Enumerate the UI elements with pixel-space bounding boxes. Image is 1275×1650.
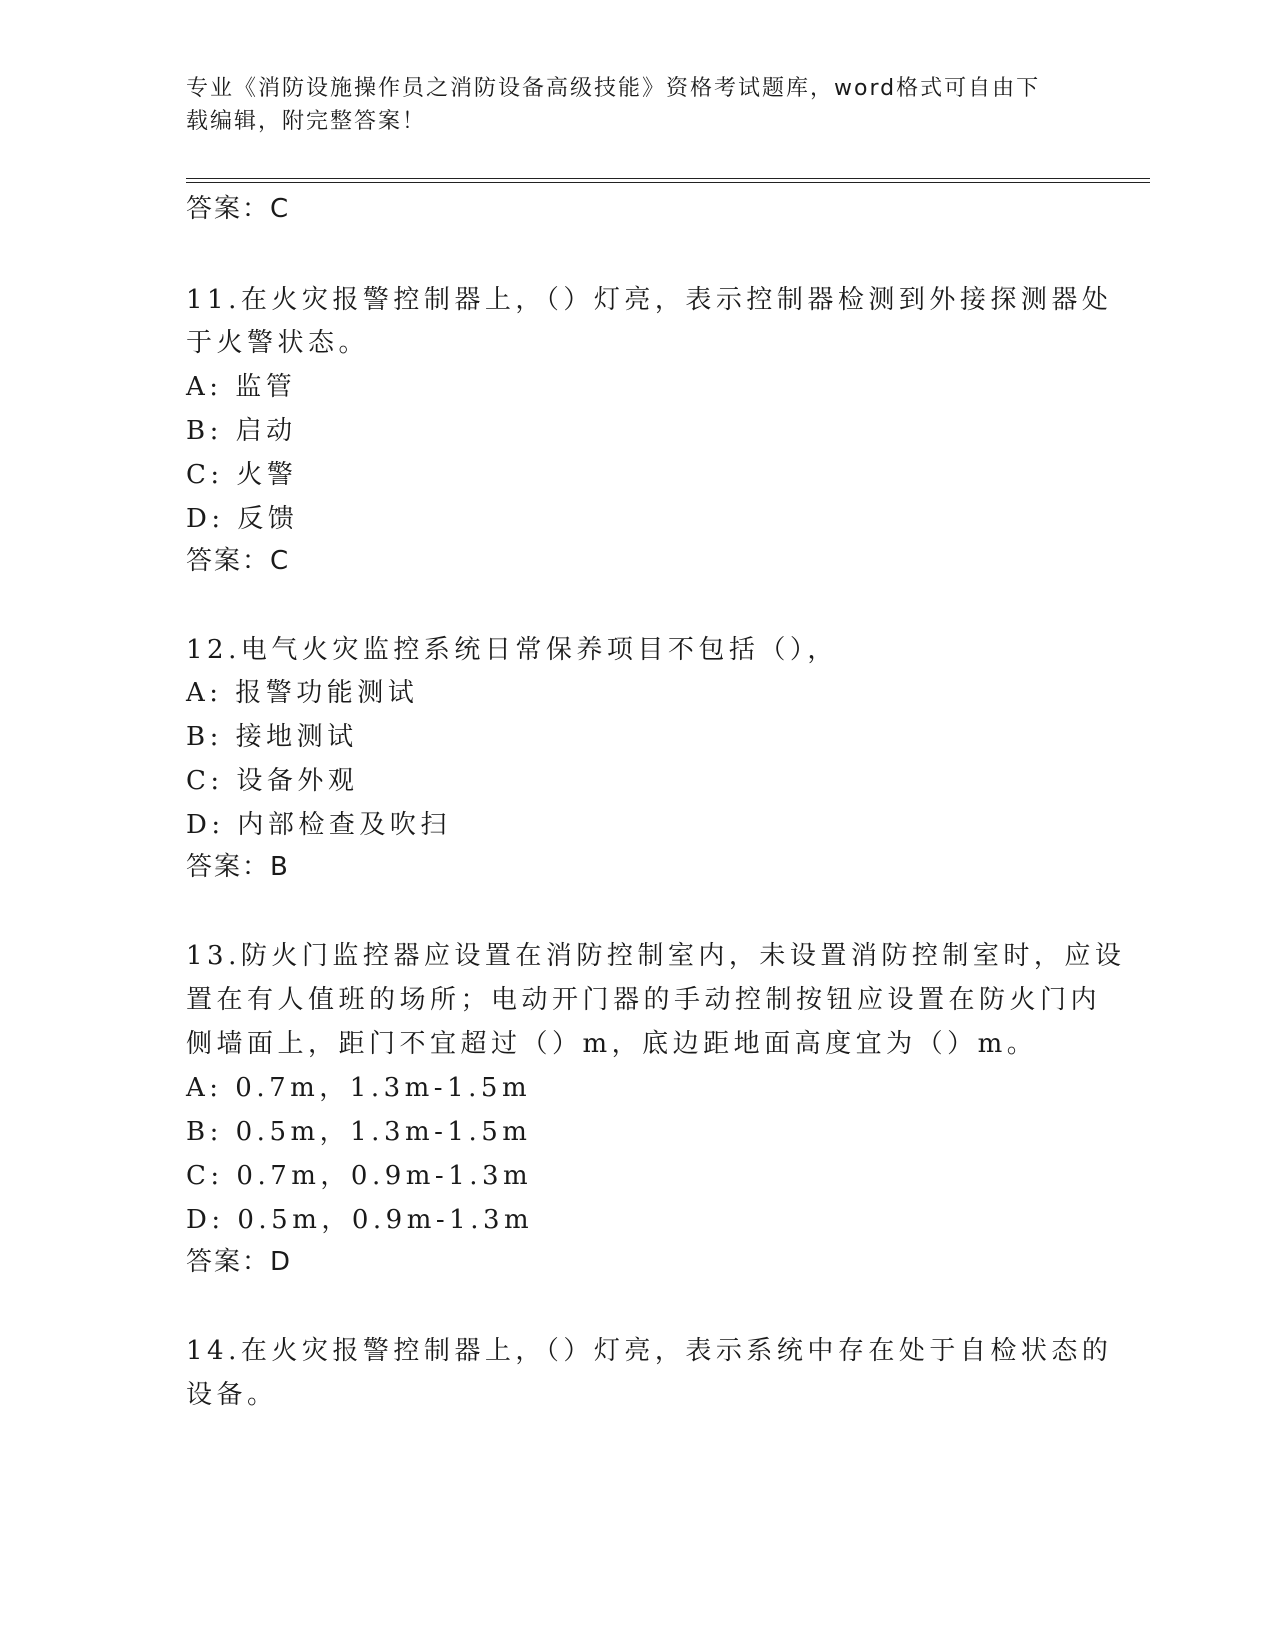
question-11-answer: 答案：C	[186, 546, 291, 576]
question-14-stem-line-1: 14.在火灾报警控制器上，（）灯亮，表示系统中存在处于自检状态的	[186, 1336, 1113, 1366]
question-11-option-c: C: 火警	[186, 460, 298, 490]
question-13-stem-line-3: 侧墙面上，距门不宜超过（）m，底边距地面高度宜为（）m。	[186, 1029, 1038, 1059]
question-13-option-d: D: 0.5m，0.9m-1.3m	[186, 1205, 534, 1235]
question-11-stem-line-1: 11.在火灾报警控制器上，（）灯亮，表示控制器检测到外接探测器处	[186, 285, 1113, 315]
question-13-answer: 答案：D	[186, 1247, 293, 1277]
header-line-2: 载编辑，附完整答案！	[186, 109, 427, 134]
question-13-stem-line-2: 置在有人值班的场所；电动开门器的手动控制按钮应设置在防火门内	[186, 985, 1102, 1015]
answer-previous: 答案：C	[186, 194, 291, 224]
header-divider-top	[186, 178, 1150, 179]
document-header	[186, 72, 1066, 138]
question-12-answer: 答案：B	[186, 852, 290, 882]
question-14-stem-line-2: 设备。	[186, 1380, 278, 1410]
question-13-option-a: A: 0.7m，1.3m-1.5m	[186, 1073, 532, 1103]
question-12-option-b: B: 接地测试	[186, 722, 358, 752]
question-12-option-a: A: 报警功能测试	[186, 678, 419, 708]
question-12-option-c: C: 设备外观	[186, 766, 359, 796]
question-13-option-c: C: 0.7m，0.9m-1.3m	[186, 1161, 533, 1191]
question-13-option-b: B: 0.5m，1.3m-1.5m	[186, 1117, 532, 1147]
header-divider-bottom	[186, 182, 1150, 183]
question-11-option-d: D: 反馈	[186, 504, 299, 534]
question-11-option-b: B: 启动	[186, 416, 297, 446]
question-12-option-d: D: 内部检查及吹扫	[186, 810, 451, 840]
question-13-stem-line-1: 13.防火门监控器应设置在消防控制室内，未设置消防控制室时，应设	[186, 941, 1126, 971]
question-11-stem-line-2: 于火警状态。	[186, 328, 370, 358]
header-line-1: 专业《消防设施操作员之消防设备高级技能》资格考试题库，word格式可自由下	[186, 76, 1041, 101]
question-11-option-a: A: 监管	[186, 372, 297, 402]
question-12-stem-line-1: 12.电气火灾监控系统日常保养项目不包括（），	[186, 635, 838, 665]
